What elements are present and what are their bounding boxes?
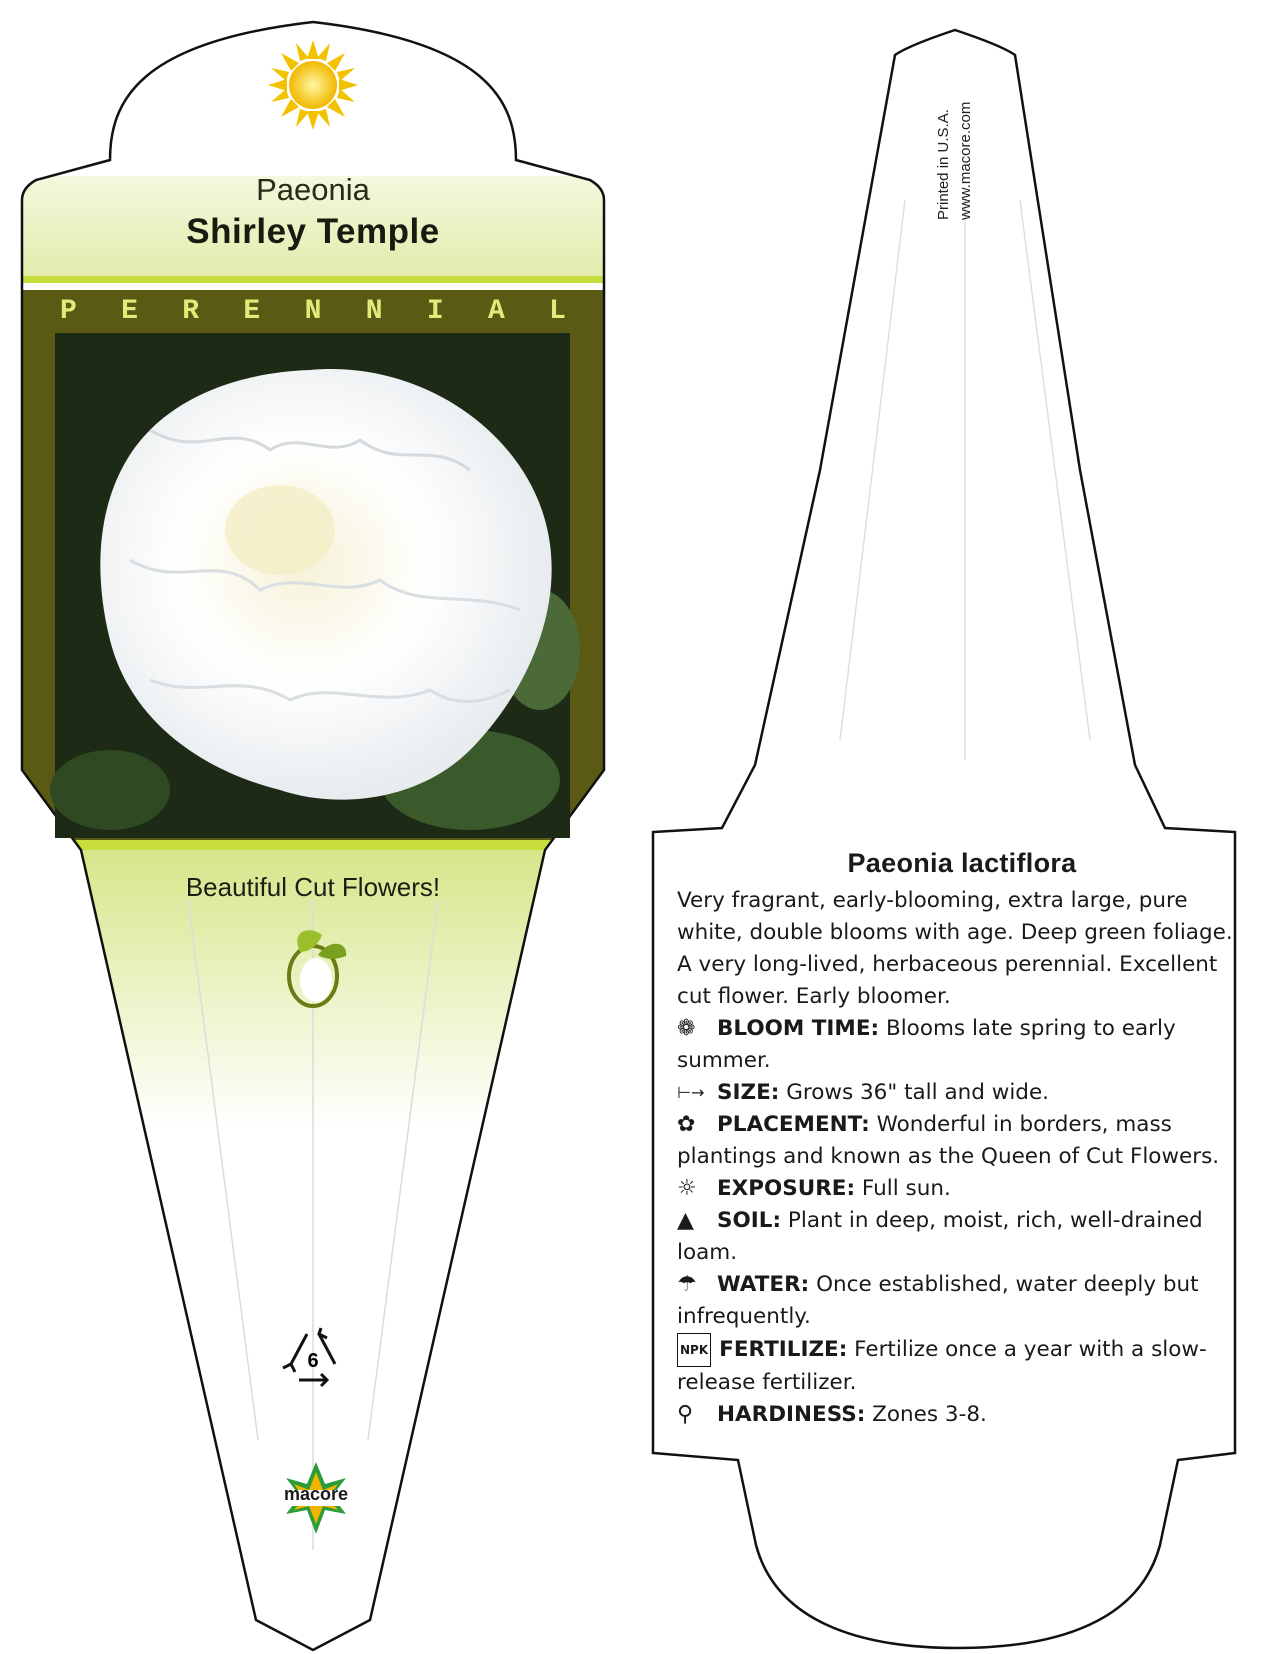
category-letter: N — [365, 296, 383, 327]
care-item-water: ☂ WATER: Once established, water deeply but infrequently. — [677, 1269, 1247, 1333]
category-letter: L — [549, 296, 566, 327]
flower-photo — [50, 333, 580, 838]
care-item-size: ⊢→ SIZE: Grows 36" tall and wide. — [677, 1077, 1247, 1109]
category-letter: P — [60, 296, 77, 327]
category-letter: E — [121, 296, 138, 327]
placement-icon: ✿ — [677, 1112, 696, 1137]
sun-icon — [268, 40, 358, 130]
description: Very fragrant, early-blooming, extra large, pure white, double blooms with age. Deep green foliage. A very long-lived, herbaceous perennial. Excellent cut flower. Early bloomer. — [677, 888, 1233, 1009]
category-banner — [22, 296, 604, 327]
care-item-fertilize: NPK FERTILIZE: Fertilize once a year with a slow-release fertilizer. — [677, 1333, 1247, 1399]
category-letter: R — [182, 296, 200, 327]
category-letter: A — [487, 296, 505, 327]
website-text: www.macore.com — [957, 101, 974, 220]
recycle-number: 6 — [307, 1350, 319, 1372]
brand-logo-text: macore — [283, 1484, 349, 1504]
fertilize-icon: NPK — [677, 1333, 711, 1367]
soil-icon: ▲ — [677, 1208, 694, 1233]
tagline: Beautiful Cut Flowers! — [185, 872, 441, 902]
printed-in-text: Printed in U.S.A. — [935, 109, 952, 220]
care-item-placement: ✿ PLACEMENT: Wonderful in borders, mass plantings and known as the Queen of Cut Flowers. — [677, 1109, 1247, 1173]
care-item-hardiness: ⚲ HARDINESS: Zones 3-8. — [677, 1399, 1247, 1431]
category-letter: I — [426, 296, 444, 327]
print-info — [935, 50, 974, 220]
botanical-name: Paeonia lactiflora — [847, 848, 1077, 878]
care-item-bloom-time: ❁ BLOOM TIME: Blooms late spring to early summer. — [677, 1013, 1247, 1077]
size-icon: ⊢→ — [677, 1083, 705, 1102]
category-letter: N — [304, 296, 322, 327]
category-letter: E — [243, 296, 261, 327]
care-item-exposure: ☼ EXPOSURE: Full sun. — [677, 1173, 1247, 1205]
hardiness-icon: ⚲ — [677, 1402, 694, 1427]
front-genus-name: Paeonia — [256, 172, 370, 207]
care-info — [677, 848, 1247, 1431]
front-variety-name: Shirley Temple — [186, 212, 440, 251]
exposure-icon: ☼ — [677, 1176, 697, 1201]
water-icon: ☂ — [677, 1272, 697, 1297]
care-item-soil: ▲ SOIL: Plant in deep, moist, rich, well-drained loam. — [677, 1205, 1247, 1269]
bloom-time-icon: ❁ — [677, 1016, 696, 1041]
